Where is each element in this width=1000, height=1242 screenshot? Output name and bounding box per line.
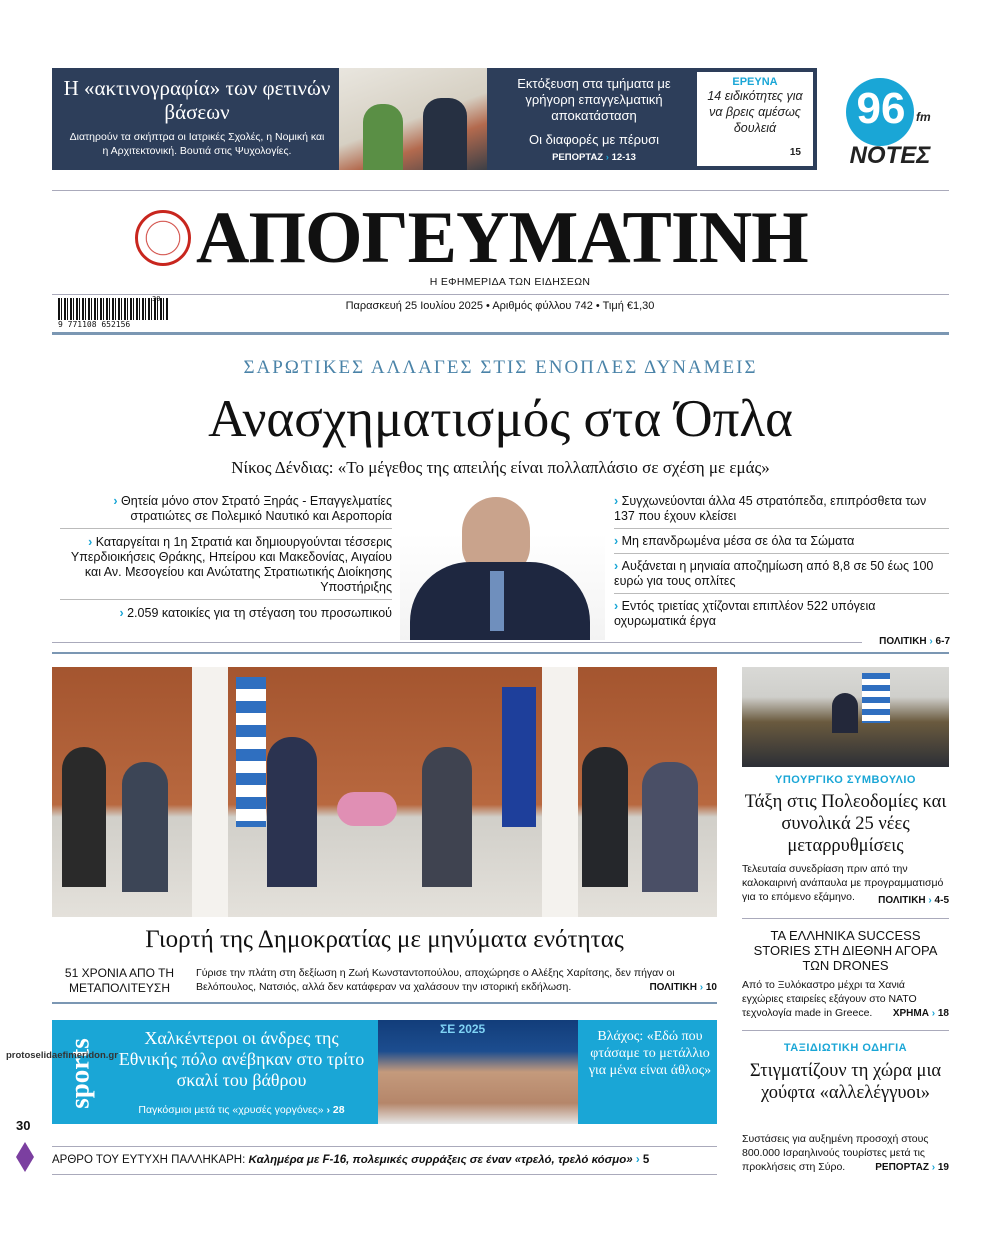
ref-arrow-icon: ›: [326, 1104, 330, 1116]
promo-side-box: [697, 72, 813, 166]
lead-quote: Νίκος Δένδιας: «Το μέγεθος της απειλής είναι πολλαπλάσιο σε σχέση με εμάς»: [231, 458, 770, 477]
student-figure: [423, 98, 467, 170]
radio-suffix: fm: [916, 110, 931, 124]
masthead-title: ΑΠΟΓΕΥΜΑΤΙΝΗ: [196, 197, 808, 279]
cabinet-kicker: ΥΠΟΥΡΓΙΚΟ ΣΥΜΒΟΥΛΙΟ: [774, 774, 916, 786]
cabinet-photo: [742, 667, 949, 767]
drones-ref: [842, 1008, 949, 1019]
promo-side-kicker: ΕΡΕΥΝΑ: [732, 76, 778, 88]
travel-ref: [842, 1162, 949, 1173]
promo-ref: [500, 152, 688, 163]
person: [422, 747, 472, 887]
dateline: Παρασκευή 25 Ιουλίου 2025 • Αριθμός φύλλου 742 • Τιμή €1,30: [345, 300, 655, 312]
cabinet-ref-pages: 4-5: [934, 895, 949, 906]
person: [122, 762, 168, 892]
person: [642, 762, 698, 892]
side-watermark: protoselidaefimeridon.gr: [6, 1050, 118, 1061]
lead-rule: [52, 652, 949, 654]
sports-headline: Χαλκέντεροι οι άνδρες της Εθνικής πόλο ανέβηκαν στο τρίτο σκαλί του βάθρου: [118, 1028, 365, 1090]
cabinet-ref: [842, 895, 949, 906]
lead-bullet: › Καταργείται η 1η Στρατιά και δημιουργούνται τέσσερις Υπερδιοικήσεις Θράκης, Ηπείρου και Μακεδονίας, Αιγαίου και Αν. Μεσογείου και Ανώτατης Στρατιωτικής Διοίκησης Υποστήριξης: [60, 529, 392, 600]
sports-banner[interactable]: [52, 1020, 717, 1124]
section-rule: [52, 332, 949, 335]
lead-bullet: › Μη επανδρωμένα μέσα σε όλα τα Σώματα: [614, 529, 949, 554]
person: [62, 747, 106, 887]
democracy-ref-label: ΠΟΛΙΤΙΚΗ: [649, 982, 697, 993]
promo-banner[interactable]: [52, 68, 817, 170]
ref-arrow-icon: ›: [699, 982, 704, 993]
masthead-divider: [52, 294, 949, 295]
travel-kicker: ΤΑΞΙΔΙΩΤΙΚΗ ΟΔΗΓΙΑ: [783, 1042, 908, 1054]
drones-text: Από το Ξυλόκαστρο μέχρι τα Χανιά εγχώριες εταιρείες εξάγουν στο ΝΑΤΟ τεχνολογία made in Greece.: [742, 979, 917, 1019]
travel-text: Συστάσεις για αυξημένη προσοχή στους 800.000 Ισραηλινούς τουρίστες μετά τις προκλήσεις στη Σύρο.: [742, 1133, 929, 1173]
ref-arrow-icon: ›: [929, 636, 933, 647]
footer-author: ΑΡΘΡΟ ΤΟΥ ΕΥΤΥΧΗ ΠΑΛΛΗΚΑΡΗ:: [52, 1154, 246, 1166]
promo-subtitle: Διατηρούν τα σκήπτρα οι Ιατρικές Σχολές, η Νομική και η Αρχιτεκτονική. Βουτιά στις Ψυχολογίες.: [69, 131, 325, 157]
sports-quote: Βλάχος: «Εδώ που φτάσαμε το μετάλλιο για μένα είναι άθλος»: [588, 1029, 712, 1078]
democracy-side-label: 51 ΧΡΟΝΙΑ ΑΠΟ ΤΗ ΜΕΤΑΠΟΛΙΤΕΥΣΗ: [64, 966, 175, 995]
lead-bullet: › 2.059 κατοικίες για τη στέγαση του προσωπικού: [60, 600, 392, 621]
barcode-issue: 30: [152, 295, 161, 303]
sidebar-rule: [742, 918, 949, 919]
democracy-ref-pages: 10: [705, 982, 717, 993]
democracy-ref: [600, 982, 717, 993]
drones-headline: ΤΑ ΕΛΛΗΝΙΚΑ SUCCESS STORIES ΣΤΗ ΔΙΕΘΝΗ ΑΓΟΡΑ ΤΩΝ DRONES: [753, 928, 938, 973]
cabinet-ref-label: ΠΟΛΙΤΙΚΗ: [878, 895, 926, 906]
sidebar-rule: [742, 1030, 949, 1031]
lead-bullet: › Θητεία μόνο στον Στρατό Ξηράς - Επαγγελματίες στρατιώτες σε Πολεμικό Ναυτικό και Αεροπορία: [60, 494, 392, 529]
masthead-tagline: Η ΕΦΗΜΕΡΙΔΑ ΤΩΝ ΕΙΔΗΣΕΩΝ: [429, 276, 591, 288]
drones-ref-pages: 18: [937, 1008, 949, 1019]
promo-ref-label: ΡΕΠΟΡΤΑΖ: [552, 152, 604, 163]
radio-name: ΝΟΤΕΣ: [849, 142, 931, 169]
radio-number: 96: [856, 84, 906, 133]
footer-bottom-rule: [52, 1174, 717, 1175]
promo-ref-pages: 12-13: [611, 152, 636, 163]
lead-ref-pages: 6-7: [935, 636, 950, 647]
ref-arrow-icon: ›: [635, 1154, 640, 1166]
column: [192, 667, 228, 917]
promo-side-page: 15: [789, 147, 801, 158]
lead-ref: [850, 636, 950, 647]
diamond-icon: [16, 1142, 34, 1172]
lead-bullet: › Αυξάνεται η μηνιαία αποζημίωση από 8,8 σε 50 έως 100 ευρώ για τους οπλίτες: [614, 554, 949, 594]
barcode-number: 9 771108 652156: [58, 320, 131, 329]
ref-arrow-icon: ›: [931, 1162, 936, 1173]
person: [582, 747, 628, 887]
lead-bullet: › Συγχωνεύονται άλλα 45 στρατόπεδα, επιπρόσθετα των 137 που έχουν κλείσει: [614, 494, 949, 529]
footer-article[interactable]: [52, 1154, 717, 1166]
sports-photo: [378, 1020, 578, 1124]
lead-bottom-rule: [52, 642, 862, 643]
greek-flag-icon: [862, 673, 890, 723]
promo-side-text: 14 ειδικότητες για να βρεις αμέσως δουλειά: [707, 89, 803, 135]
portrait-tie: [490, 571, 504, 631]
promo-bullet-1: Εκτόξευση στα τμήματα με γρήγορη επαγγελματική αποκατάσταση: [517, 76, 671, 123]
promo-bullet-2: Οι διαφορές με πέρυσι: [528, 132, 660, 147]
promo-photo: [339, 68, 487, 170]
sports-photo-caption: ΣΕ 2025: [440, 1022, 486, 1036]
flower-vase: [337, 792, 397, 826]
travel-headline: Στιγματίζουν τη χώρα μια χούφτα «αλλελέγγυοι»: [749, 1061, 942, 1103]
lead-left-bullets: [60, 494, 392, 621]
radio-badge[interactable]: [840, 78, 940, 174]
footer-page: 5: [642, 1154, 650, 1166]
footer-title: Καλημέρα με F-16, πολεμικές συρράξεις σε έναν «τρελό, τρελό κόσμο»: [248, 1154, 633, 1166]
democracy-headline: Γιορτή της Δημοκρατίας με μηνύματα ενότητας: [145, 926, 624, 953]
lead-ref-label: ΠΟΛΙΤΙΚΗ: [879, 636, 927, 647]
cabinet-text: Τελευταία συνεδρίαση πριν από την καλοκαιρινή ανάπαυλα με προγραμματισμό για το επόμενο εξάμηνο.: [742, 863, 944, 903]
sports-section-label: sports: [64, 1038, 95, 1109]
drones-ref-label: ΧΡΗΜΑ: [892, 1008, 929, 1019]
democracy-rule: [52, 1002, 717, 1004]
banner-divider: [52, 190, 949, 191]
column: [542, 667, 578, 917]
lead-right-bullets: [614, 494, 949, 629]
sports-sub: [114, 1104, 369, 1116]
eu-flag-icon: [502, 687, 536, 827]
democracy-photo: [52, 667, 717, 917]
page-number: 30: [16, 1118, 31, 1133]
lead-photo-dendias: [400, 487, 605, 640]
masthead-logo-icon: [135, 210, 191, 266]
promo-title: Η «ακτινογραφία» των φετινών βάσεων: [63, 76, 331, 124]
person: [267, 737, 317, 887]
democracy-text: Γύρισε την πλάτη στη δεξίωση η Ζωή Κωνσταντοπούλου, αποχώρησε ο Αλέξης Χαρίτσης, δεν πήγαν οι Βελόπουλος, Νατσιός, αλλά δεν κατάφεραν να χαλάσουν την ιστορική εκδήλωση.: [196, 967, 675, 993]
ref-arrow-icon: ›: [931, 1008, 936, 1019]
sports-page: 28: [332, 1104, 345, 1116]
student-figure: [363, 104, 403, 170]
cabinet-headline: Τάξη στις Πολεοδομίες και συνολικά 25 νέες μεταρρυθμίσεις: [744, 792, 947, 856]
ref-arrow-icon: ›: [928, 895, 932, 906]
ref-arrow-icon: ›: [605, 152, 609, 163]
sports-sub-text: Παγκόσμιοι μετά τις «χρυσές γοργόνες»: [138, 1104, 324, 1116]
lead-kicker: ΣΑΡΩΤΙΚΕΣ ΑΛΛΑΓΕΣ ΣΤΙΣ ΕΝΟΠΛΕΣ ΔΥΝΑΜΕΙΣ: [243, 357, 758, 378]
lead-bullet: › Εντός τριετίας χτίζονται επιπλέον 522 υπόγεια οχυρωματικά έργα: [614, 594, 949, 629]
footer-top-rule: [52, 1146, 717, 1147]
greek-flag-icon: [236, 677, 266, 827]
travel-ref-label: ΡΕΠΟΡΤΑΖ: [875, 1162, 929, 1173]
lead-headline: Ανασχηματισμός στα Όπλα: [208, 390, 793, 448]
person: [832, 693, 858, 733]
travel-ref-pages: 19: [937, 1162, 949, 1173]
